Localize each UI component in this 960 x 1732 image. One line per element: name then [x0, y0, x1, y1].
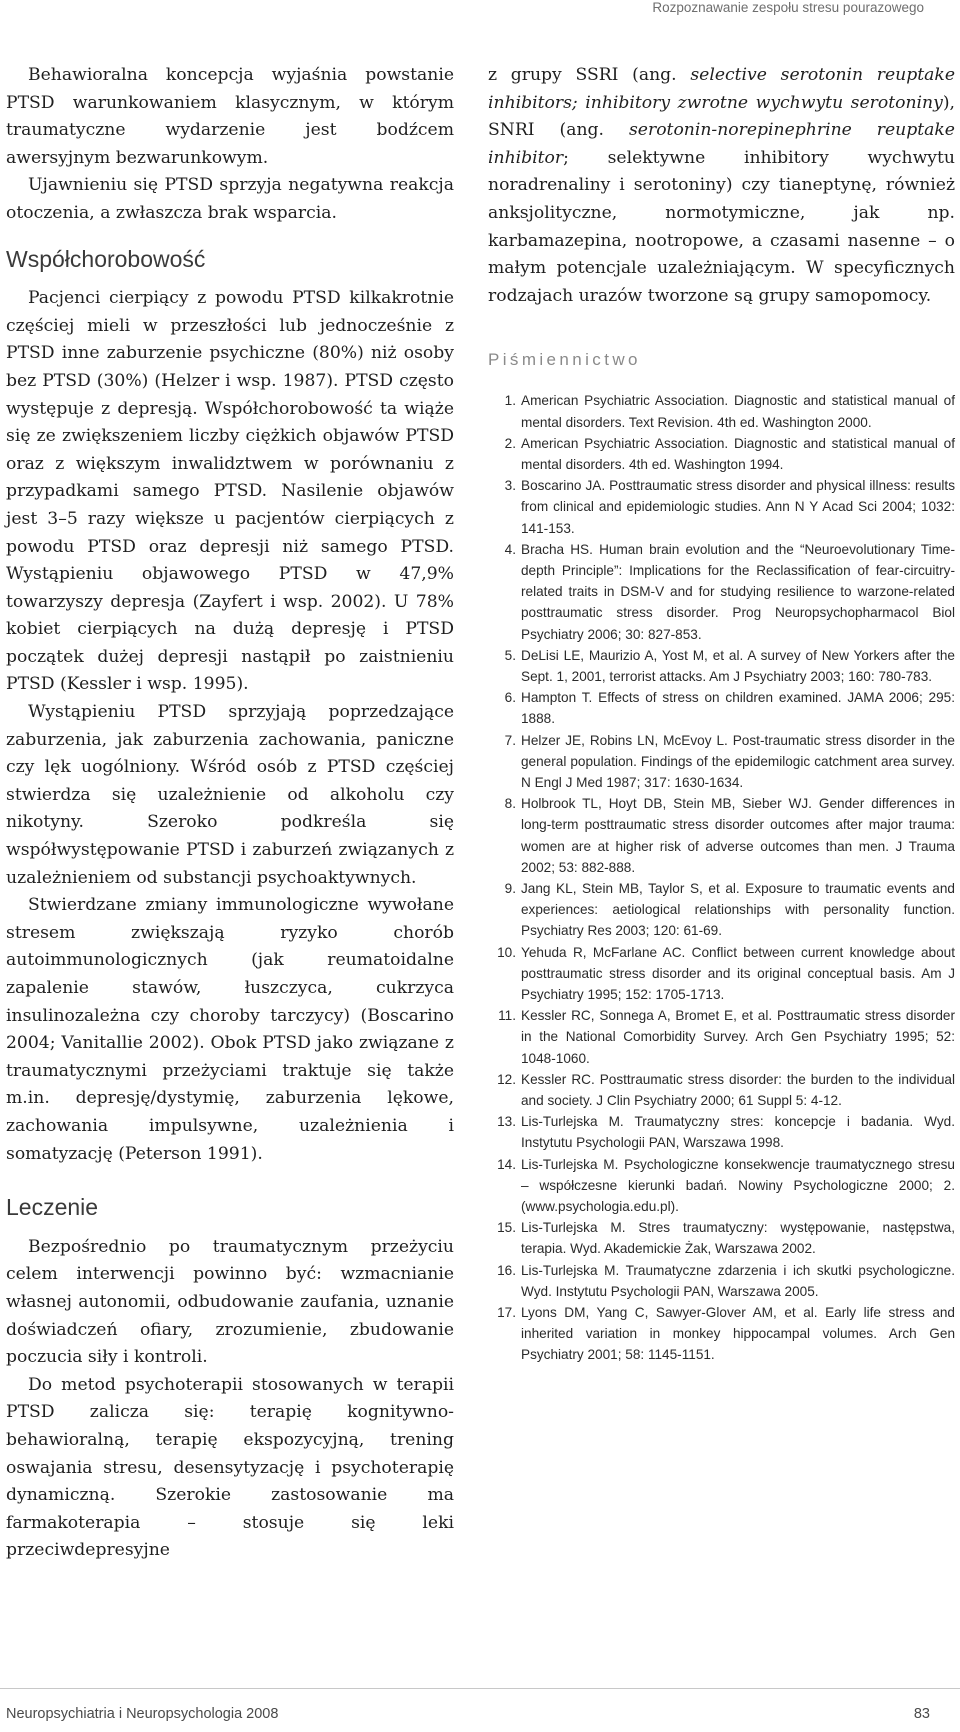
reference-item	[488, 390, 955, 432]
italic-term-snri: serotonin-norepinephrine reuptake inhibitor	[488, 120, 955, 168]
reference-number: 6.	[504, 690, 516, 706]
reference-text: Lis-Turlejska M. Stres traumatyczny: występowanie, następstwa, terapia. Wyd. Akademickie Żak, Warszawa 2002.	[521, 1220, 955, 1257]
paragraph-comorbidity: Pacjenci cierpiący z powodu PTSD kilkakrotnie częściej mieli w przeszłości lub jednocześnie z PTSD inne zaburzenie psychiczne (80%) niż osoby bez PTSD (30%) (Helzer i wsp. 1987). PTSD często występuje z depresją. Współchorobowość ta wiąże się ze zwiększeniem liczby ciężkich objawów PTSD oraz z większym inwalidztwem w porównaniu z przypadkami samego PTSD. Nasilenie objawów jest 3–5 razy większe u pacjentów cierpiących z powodu PTSD oraz depresji niż samego PTSD. Wystąpieniu objawowego PTSD w 47,9% towarzyszy depresja (Zayfert i wsp. 2002). U 78% kobiet cierpiących na dużą depresję i PTSD początek dużej depresji nastąpił po zaistnieniu PTSD (Kessler i wsp. 1995).	[6, 288, 454, 695]
reference-text: Helzer JE, Robins LN, McEvoy L. Post-traumatic stress disorder in the general population. Findings of the epidemilogic catchment area survey. N Engl J Med 1987; 317: 1630-1634.	[521, 732, 955, 790]
paragraph-immunology: Stwierdzane zmiany immunologiczne wywołane stresem zwiększają ryzyko chorób autoimmunologicznych (jak reumatoidalne zapalenie stawów, łuszczyca, cukrzyca insulinozależna czy choroby tarczycy) (Boscarino 2004; Vanitallie 2002). Obok PTSD jako związane z traumatycznymi przeżyciami traktuje się także m.in. depresję/dystymię, zaburzenia lękowe, zachowania impulsywne, uzależnienia i somatyzację (Peterson 1991).	[6, 895, 454, 1164]
paragraph-pharmacotherapy	[488, 62, 955, 310]
reference-number: 3.	[504, 478, 516, 494]
heading-treatment: Leczenie	[6, 1194, 99, 1221]
text-run: ; selektywne inhibitory wychwytu noradrenaliny i serotoniny) czy tianeptynę, również anksjolityczne, normotymiczne, jak np. karbamazepina, nootropowe, a czasami nasenne – o małym potencjale uzależniającym. W specyficznych rodzajach urazów tworzone są grupy samopomocy.	[488, 147, 955, 306]
reference-number: 4.	[504, 541, 516, 557]
right-column	[488, 62, 955, 1366]
reference-item	[488, 942, 955, 1006]
running-header: Rozpoznawanie zespołu stresu pourazowego	[652, 0, 924, 15]
reference-text: Bracha HS. Human brain evolution and the “Neuroevolutionary Time-depth Principle”: Implications for the Reclassification of fear-circuitry-related traits in DSM-V and for studying resilience to warzone-related posttraumatic stress disorder. Prog Neuropsychopharmacol Biol Psychiatry 2006; 30: 827-853.	[521, 541, 955, 642]
reference-item	[488, 730, 955, 794]
footer-divider	[0, 1688, 960, 1689]
reference-number: 14.	[497, 1156, 516, 1172]
reference-number: 11.	[498, 1008, 516, 1024]
reference-number: 17.	[497, 1305, 516, 1321]
reference-text: Lis-Turlejska M. Traumatyczny stres: koncepcje i badania. Wyd. Instytutu Psychologii PAN, Warszawa 1998.	[521, 1114, 955, 1151]
reference-number: 12.	[497, 1071, 516, 1087]
left-column	[6, 62, 454, 1565]
reference-number: 9.	[504, 881, 516, 897]
text-run: ), SNRI (ang.	[488, 92, 955, 141]
paragraph-psychotherapy: Do metod psychoterapii stosowanych w terapii PTSD zalicza się: terapię kognitywno-behawioralną, terapię ekspozycyjną, trening oswajania stresu, desensytyzację i psychoterapię dynamiczną. Szerokie zastosowanie ma farmakoterapia – stosuje się leki przeciwdepresyjne	[6, 1374, 454, 1561]
reference-item	[488, 1260, 955, 1302]
reference-item	[488, 687, 955, 729]
italic-term-ssri: selective serotonin reuptake inhibitors; inhibitory zwrotne wychwytu serotoniny	[488, 65, 955, 113]
footer-page-number: 83	[913, 1706, 930, 1722]
reference-item	[488, 878, 955, 942]
reference-text: DeLisi LE, Maurizio A, Yost M, et al. A survey of New Yorkers after the Sept. 1, 2001, terrorist attacks. Am J Psychiatry 2003; 160: 780-783.	[521, 647, 955, 684]
reference-number: 2.	[504, 435, 516, 451]
reference-text: Lyons DM, Yang C, Sawyer-Glover AM, et al. Early life stress and inherited variation in monkey hippocampal volumes. Arch Gen Psychiatry 2001; 58: 1145-1151.	[521, 1305, 955, 1363]
paragraph-preceding-disorders: Wystąpieniu PTSD sprzyjają poprzedzające zaburzenia, jak zaburzenia zachowania, paniczne czy lęk uogólniony. Wśród osób z PTSD częściej stwierdza się uzależnienie od alkoholu czy nikotyny. Szeroko podkreśla się współwystępowanie PTSD i zaburzeń związanych z uzależnieniem od substancji psychoaktywnych.	[6, 702, 454, 888]
footer-journal: Neuropsychiatria i Neuropsychologia 2008	[6, 1706, 279, 1722]
reference-text: Kessler RC, Sonnega A, Bromet E, et al. Posttraumatic stress disorder in the National Comorbidity Survey. Arch Gen Psychiatry 1995; 52: 1048-1060.	[521, 1008, 955, 1066]
paragraph-behavioral: Behawioralna koncepcja wyjaśnia powstanie PTSD warunkowaniem klasycznym, w którym traumatyczne wydarzenie jest bodźcem awersyjnym bezwarunkowym.	[6, 65, 454, 168]
references-list	[488, 390, 955, 1365]
reference-item	[488, 645, 955, 687]
reference-text: American Psychiatric Association. Diagnostic and statistical manual of mental disorders. Text Revision. 4th ed. Washington 2000.	[521, 393, 955, 430]
reference-item	[488, 475, 955, 539]
reference-item	[488, 1217, 955, 1259]
reference-text: Holbrook TL, Hoyt DB, Stein MB, Sieber WJ. Gender differences in long-term posttraumatic stress disorder outcomes after major trauma: women are at higher risk of adverse outcomes than men. J Trauma 2002; 53: 882-888.	[521, 796, 955, 875]
reference-text: Yehuda R, McFarlane AC. Conflict between current knowledge about posttraumatic stress disorder and its original conceptual basis. Am J Psychiatry 1995; 152: 1705-1713.	[521, 944, 955, 1003]
reference-item	[488, 1069, 955, 1111]
reference-text: Boscarino JA. Posttraumatic stress disorder and physical illness: results from clinical and epidemiologic studies. Ann N Y Acad Sci 2004; 1032: 141-153.	[521, 478, 955, 536]
reference-text: Hampton T. Effects of stress on children examined. JAMA 2006; 295: 1888.	[521, 690, 955, 727]
reference-text: Kessler RC. Posttraumatic stress disorder: the burden to the individual and society. J Clin Psychiatry 2000; 61 Suppl 5: 4-12.	[521, 1071, 955, 1109]
reference-item	[488, 1302, 955, 1366]
reference-item	[488, 1154, 955, 1218]
paragraph-intervention: Bezpośrednio po traumatycznym przeżyciu celem interwencji powinno być: wzmacnianie własnej autonomii, odbudowanie zaufania, uznanie doświadczeń ofiary, zrozumienie, zbudowanie poczucia siły i kontroli.	[6, 1236, 454, 1368]
reference-text: American Psychiatric Association. Diagnostic and statistical manual of mental disorders. 4th ed. Washington 1994.	[521, 435, 955, 472]
text-run: z grupy SSRI (ang.	[488, 65, 691, 85]
reference-item	[488, 539, 955, 645]
reference-text: Lis-Turlejska M. Traumatyczne zdarzenia i ich skutki psychologiczne. Wyd. Instytutu Psychologii PAN, Warszawa 2005.	[521, 1262, 955, 1299]
reference-number: 8.	[504, 796, 516, 812]
paragraph-support: Ujawnieniu się PTSD sprzyja negatywna reakcja otoczenia, a zwłaszcza brak wsparcia.	[6, 175, 454, 223]
reference-number: 1.	[504, 393, 516, 409]
reference-text: Lis-Turlejska M. Psychologiczne konsekwencje traumatycznego stresu – współczesne kierunki badań. Nowiny Psychologiczne 2000; 2. (www.psychologia.edu.pl).	[521, 1156, 955, 1215]
reference-item	[488, 1111, 955, 1153]
reference-text: Jang KL, Stein MB, Taylor S, et al. Exposure to traumatic events and experiences: aetiological relationships with personality function. Psychiatry Res 2003; 120: 61-69.	[521, 881, 955, 939]
reference-number: 7.	[504, 732, 516, 748]
reference-number: 15.	[497, 1220, 516, 1236]
reference-item	[488, 793, 955, 878]
reference-number: 16.	[497, 1262, 516, 1278]
heading-comorbidity: Współchorobowość	[6, 245, 206, 272]
reference-number: 5.	[504, 647, 516, 663]
references-heading: Piśmiennictwo	[488, 350, 641, 370]
reference-item	[488, 433, 955, 475]
reference-item	[488, 1005, 955, 1069]
reference-number: 13.	[497, 1114, 516, 1130]
reference-number: 10.	[497, 944, 516, 960]
